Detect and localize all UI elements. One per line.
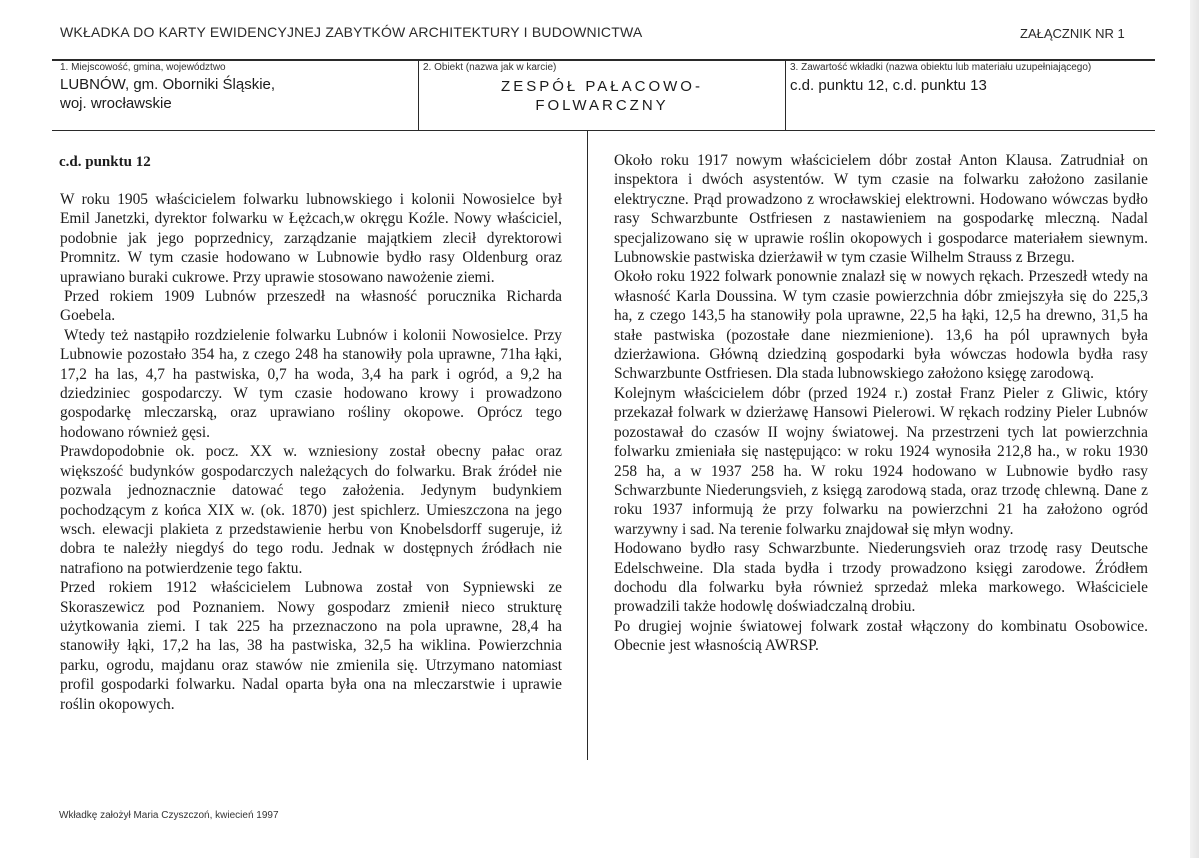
paragraph: Przed rokiem 1909 Lubnów przeszedł na własność porucznika Richarda Goebela.	[60, 288, 562, 325]
header-top-rule	[52, 59, 1155, 61]
field-3-label: 3. Zawartość wkładki (nazwa obiektu lub materiału uzupełniającego)	[790, 62, 1092, 73]
paragraph: Wtedy też nastąpiło rozdzielenie folwarku Lubnów i kolonii Nowosielce. Przy Lubnowie pozostało 354 ha, z czego 248 ha stanowiły pola uprawne, 71ha łąki, 17,2 ha las, 4,7 ha pastwiska, 0,7 ha woda, 3,4 ha park i ogród, a 9,2 ha dziedziniec gospodarczy. W tym czasie hodowano krowy i prowadzono gospodarkę mleczarską, oraz uprawiano rośliny okopowe. Oprócz tego hodowano również gęsi.	[60, 326, 562, 441]
paragraph: Około roku 1922 folwark ponownie znalazł się w nowych rękach. Przeszedł wtedy na własność Karla Doussina. W tym czasie powierzchnia dóbr zmiejszyła się do 225,3 ha, z czego 143,5 ha stanowiły pola uprawne, 22,5 ha łąki, 12,5 ha drewno, 31,5 ha stałe pastwiska (pozostałe dane niezmienione). 13,6 ha pól uprawnych była dzierżawiona. Główną dziedziną gospodarki była wówczas hodowla bydła rasy Schwarzbunte Ostfriesen. Dla stada lubnowskiego założono księgę zarodową.	[614, 268, 1148, 383]
right-text-column	[614, 151, 1148, 656]
section-title: c.d. punktu 12	[59, 154, 151, 170]
paragraph: W roku 1905 właścicielem folwarku lubnowskiego i kolonii Nowosielce był Emil Janetzki, dyrektor folwarku w Łężcach,w okręgu Koźle. Nowy właściciel, podobnie jak jego poprzednicy, zarządzanie majątkiem zlecił dyrektorowi Promnitz. W tym czasie hodowano w Lubnowie bydło rasy Oldenburg oraz uprawiano buraki cukrowe. Przy uprawie stosowano nawożenie ziemi.	[60, 191, 562, 286]
annex-number: ZAŁĄCZNIK NR 1	[1020, 26, 1125, 41]
left-text-column	[60, 190, 562, 714]
paragraph: Prawdopodobnie ok. pocz. XX w. wzniesiony został obecny pałac oraz większość budynków gospodarczych należących do folwarku. Brak źródeł nie pozwala jednoznacznie datować tego założenia. Jedynym budynkiem pochodzącym z końca XIX w. (ok. 1870) jest spichlerz. Umieszczona na jego wsch. elewacji plakieta z przedstawienie herbu von Knobelsdorff sugeruje, iż dobra te należły niegdyś do tego rodu. Jednak w dostępnych źródłach nie natrafiono na potwierdzenie tego faktu.	[60, 443, 562, 577]
field-1-value-line2: woj. wrocławskie	[60, 95, 172, 112]
footer-note: Wkładkę założył Maria Czyszczoń, kwiecień 1997	[59, 810, 279, 821]
column-divider	[587, 131, 588, 760]
document-header-title: WKŁADKA DO KARTY EWIDENCYJNEJ ZABYTKÓW ARCHITEKTURY I BUDOWNICTWA	[60, 24, 643, 40]
paragraph: Hodowano bydło rasy Schwarzbunte. Niederungsvieh oraz trzodę rasy Deutsche Edelschweine. Dla stada bydła i trzody prowadzono księgi zarodowe. Źródłem dochodu dla folwarku była również sprzedaż mleka markowego. Właściciele prowadzili także hodowlę doświadczalną drobiu.	[614, 540, 1148, 616]
fields-bottom-rule	[52, 130, 1155, 131]
field-2-label: 2. Obiekt (nazwa jak w karcie)	[423, 62, 557, 73]
paragraph: Po drugiej wojnie światowej folwark został włączony do kombinatu Osobowice. Obecnie jest własnością AWRSP.	[614, 617, 1148, 655]
field-2-value-line1: ZESPÓŁ PAŁACOWO-	[501, 78, 703, 95]
field-3-value: c.d. punktu 12, c.d. punktu 13	[790, 77, 987, 94]
paragraph: Około roku 1917 nowym właścicielem dóbr został Anton Klausa. Zatrudniał on inspektora i dwóch asystentów. W tym czasie na folwarku założono zasilanie elektryczne. Prąd prowadzono z wrocławskiej elektrowni. Hodowano wówczas bydło rasy Schwarzbunte Ostfriesen z nastawieniem na gospodarkę mleczną. Nadal specjalizowano się w uprawie roślin okopowych i gospodarce materiałem siewnym. Lubnowskie pastwiska dzierżawił w tym czasie Wilhelm Strauss z Brzegu.	[614, 152, 1148, 267]
page-edge-shadow	[1190, 0, 1199, 858]
field-1-label: 1. Miejscowość, gmina, województwo	[60, 62, 226, 73]
field-1-value-line1: LUBNÓW, gm. Oborniki Śląskie,	[60, 76, 276, 93]
field-2-value-line2: FOLWARCZNY	[535, 97, 669, 114]
paragraph: Przed rokiem 1912 właścicielem Lubnowa został von Sypniewski ze Skoraszewicz pod Poznaniem. Nowy gospodarz zmienił nieco strukturę użytkowania ziemi. I tak 225 ha przeznaczono na pola uprawne, 28,4 ha stanowiły łąki, 17,2 ha las, 38 ha pastwiska, 32,5 ha wiklina. Powierzchnia parku, ogrodu, majdanu oraz stawów nie zmienila się. Utrzymano natomiast profil gospodarki folwarku. Nadal oparta była ona na mleczarstwie i uprawie roślin okopowych.	[60, 579, 562, 713]
paragraph: Kolejnym właścicielem dóbr (przed 1924 r.) został Franz Pieler z Gliwic, który przekazał folwark w dzierżawę Hansowi Pielerowi. W rękach rodziny Pieler Lubnów pozostawał do czasów II wojny światowej. Na przestrzeni tych lat powierzchnia folwarku zmieniała się następująco: w roku 1924 wynosiła 212,8 ha., w roku 1930 258 ha, a w 1937 258 ha. W roku 1924 hodowano w Lubnowie bydło rasy Schwarzbunte Niederungsvieh, z księgą zarodową stada, oraz trzodę chlewną. Dane z roku 1937 informują że przy folwarku na powierzchni 21 ha założono ogród warzywny i sad. Na terenie folwarku znajdował się młyn wodny.	[614, 384, 1148, 538]
